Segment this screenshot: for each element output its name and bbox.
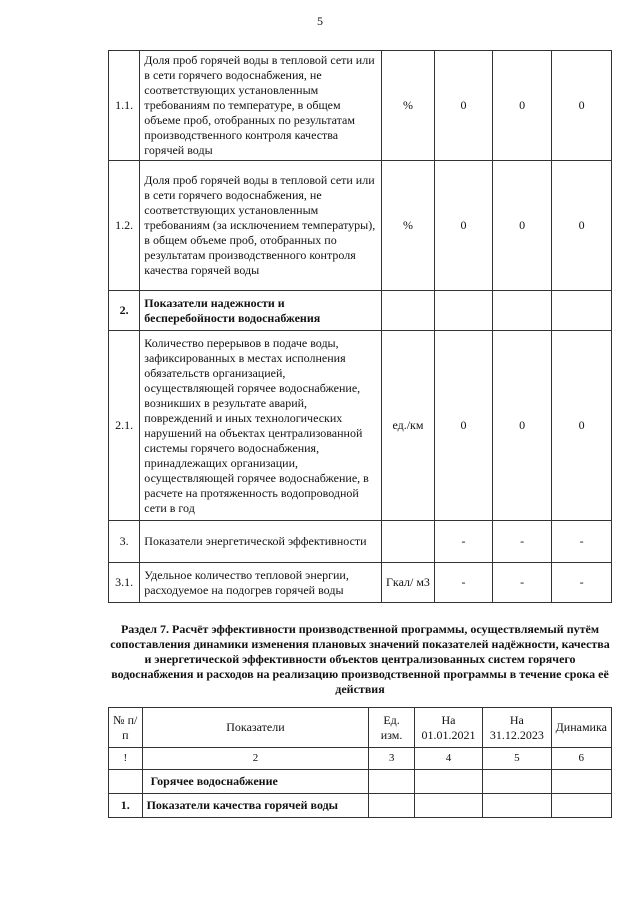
table-row [109, 161, 612, 291]
header-indicators: Показатели [142, 708, 369, 748]
page-number: 5 [317, 14, 323, 28]
row-value-1: 0 [435, 161, 493, 291]
header-dynamics: Динамика [551, 708, 611, 748]
row-description: Показатели энергетической эффективности [140, 521, 381, 563]
efficiency-table [108, 707, 612, 818]
table-row [109, 331, 612, 521]
row-value-3: - [552, 521, 612, 563]
row-unit: % [381, 51, 435, 161]
row-value-2: 0 [492, 51, 552, 161]
row-number: 1.2. [109, 161, 140, 291]
row-description: Количество перерывов в подаче воды, зафиксированных в местах исполнения обязательств организацией, осуществляющей горячее водоснабжение, возникших в результате аварий, повреждений и иных технологических нарушений на объектах централизованной системы горячего водоснабжения, принадлежащих организации, осуществляющей горячее водоснабжение, в расчете на протяженность водопроводной сети в год [140, 331, 381, 521]
row-unit [381, 521, 435, 563]
row-value-1: 0 [435, 51, 493, 161]
table-row [109, 563, 612, 603]
table-row [109, 51, 612, 161]
row-value-1: - [435, 521, 493, 563]
row-value-2: - [492, 521, 552, 563]
row-value-1: - [435, 563, 493, 603]
row-value-3: 0 [552, 331, 612, 521]
row-number: 2. [109, 291, 140, 331]
row-description: Показатели надежности и бесперебойности водоснабжения [140, 291, 381, 331]
group-label: Горячее водоснабжение [142, 770, 369, 794]
col-number: 6 [551, 748, 611, 770]
header-unit: Ед. изм. [369, 708, 414, 748]
table-row [109, 521, 612, 563]
row-number: 3.1. [109, 563, 140, 603]
row-unit: Гкал/ м3 [381, 563, 435, 603]
row-number: 1.1. [109, 51, 140, 161]
header-start-date: На 01.01.2021 [414, 708, 482, 748]
row-value-2 [492, 291, 552, 331]
row-unit [381, 291, 435, 331]
header-end-date: На 31.12.2023 [483, 708, 551, 748]
column-number-row [109, 748, 612, 770]
col-number: ! [109, 748, 143, 770]
row-value-2: - [492, 563, 552, 603]
row-description: Удельное количество тепловой энергии, расходуемое на подогрев горячей воды [140, 563, 381, 603]
row-description: Доля проб горячей воды в тепловой сети или в сети горячего водоснабжения, не соответствующих установленным требованиям (за исключением температуры), в общем объеме проб, отобранных по результатам производственного контроля качества горячей воды [140, 161, 381, 291]
row-value-3: - [552, 563, 612, 603]
col-number: 2 [142, 748, 369, 770]
table-row [109, 770, 612, 794]
table-row [109, 291, 612, 331]
row-number: 2.1. [109, 331, 140, 521]
row-unit: % [381, 161, 435, 291]
table-row [109, 794, 612, 818]
row-description: Доля проб горячей воды в тепловой сети или в сети горячего водоснабжения, не соответствующих установленным требованиям по температуре, в общем объеме проб, отобранных по результатам производственного контроля качества горячей воды [140, 51, 381, 161]
row-number: 1. [109, 794, 143, 818]
row-value-1: 0 [435, 331, 493, 521]
row-value-2: 0 [492, 331, 552, 521]
row-value-2: 0 [492, 161, 552, 291]
header-num: № п/п [109, 708, 143, 748]
col-number: 5 [483, 748, 551, 770]
section-7-title: Раздел 7. Расчёт эффективности производственной программы, осуществляемый путём сопоставления динамики изменения плановых значений показателей надёжности, качества и энергетической эффективности объектов централизованных систем горячего водоснабжения и расходов на реализацию производственной программы в течение срока её действия [110, 622, 610, 696]
indicators-table [108, 50, 612, 603]
row-unit: ед./км [381, 331, 435, 521]
col-number: 4 [414, 748, 482, 770]
row-value-3 [552, 291, 612, 331]
table-header-row [109, 708, 612, 748]
row-value-3: 0 [552, 161, 612, 291]
row-value-1 [435, 291, 493, 331]
row-description: Показатели качества горячей воды [142, 794, 369, 818]
col-number: 3 [369, 748, 414, 770]
row-number: 3. [109, 521, 140, 563]
row-value-3: 0 [552, 51, 612, 161]
